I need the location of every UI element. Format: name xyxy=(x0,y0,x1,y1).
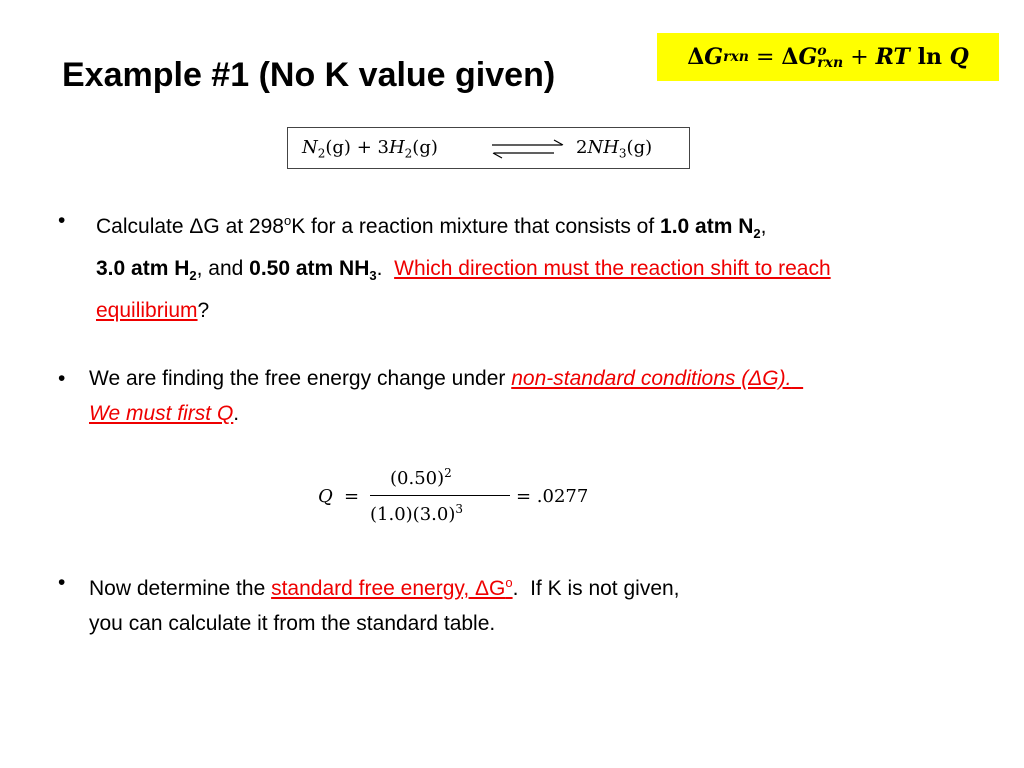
product-phase: (g) xyxy=(626,137,653,158)
bullet-standard-free-energy-text xyxy=(89,565,849,641)
bullet-calculate-text xyxy=(96,203,936,328)
reactant-n-sub: 2 xyxy=(317,146,326,161)
b1-direction-question: Which direction must the reaction shift to reach equilibrium xyxy=(96,257,831,323)
bullet-dot: • xyxy=(58,571,66,594)
b1-nh3-sub: 3 xyxy=(369,268,377,284)
product-nh: NH xyxy=(587,137,619,158)
formula-sup-o: o xyxy=(817,43,827,59)
q-result: = .0277 xyxy=(516,486,589,507)
b1-text-5: . xyxy=(376,257,395,281)
reaction-equation-box xyxy=(287,127,690,169)
bullet-dot: • xyxy=(58,209,66,232)
bullet-dot: • xyxy=(58,367,66,390)
q-denominator-exp: 3 xyxy=(455,502,463,516)
b3-text-1: Now determine the xyxy=(89,577,272,600)
reactant-h: H xyxy=(388,137,405,158)
b2-text-1: We are finding the free energy change under xyxy=(89,367,512,390)
b1-text-3: , xyxy=(760,215,767,238)
reactant-n: N xyxy=(302,137,318,158)
b1-n2-sub: 2 xyxy=(753,226,761,242)
b1-h2-pressure: 3.0 atm H xyxy=(96,257,190,281)
reactant-h-sub: 2 xyxy=(404,146,413,161)
b3-text-3: you can calculate it from the standard table. xyxy=(89,612,496,635)
b2-nonstandard-conditions: non-standard conditions (ΔG). We must first Q xyxy=(89,367,804,425)
reactant-n-phase: (g) xyxy=(325,137,351,158)
formula-sub-rxn-standard: rxn xyxy=(817,55,844,71)
b2-text-2: . xyxy=(233,402,240,425)
formula-g-standard: G xyxy=(798,44,818,70)
fraction-bar xyxy=(370,495,510,496)
formula-g: G xyxy=(704,44,724,70)
b3-text-2: . If K is not given, xyxy=(512,577,680,600)
b1-text-4: , and xyxy=(196,257,250,281)
q-denominator xyxy=(370,502,463,525)
formula-delta-standard: Δ xyxy=(781,44,799,70)
q-numerator xyxy=(390,466,452,489)
b3-red-text: standard free energy, ΔG xyxy=(271,577,506,600)
formula-equals: = xyxy=(755,44,775,70)
b1-text-1: Calculate ΔG at 298 xyxy=(96,215,284,238)
b3-red-sup: o xyxy=(505,575,513,590)
b1-h2-sub: 2 xyxy=(189,268,197,284)
formula-q: Q xyxy=(949,44,969,70)
b3-standard-free-energy xyxy=(271,577,513,600)
reaction-reactants xyxy=(302,137,438,161)
b1-n2-pressure: 1.0 atm N xyxy=(660,215,754,238)
product-coef: 2 xyxy=(576,137,588,158)
gibbs-formula-box xyxy=(657,33,999,81)
q-equals: = xyxy=(344,486,360,507)
b1-nh3-pressure: 0.50 atm NH xyxy=(249,257,370,281)
formula-rt: RT xyxy=(875,44,910,70)
b1-text-6: ? xyxy=(197,299,210,323)
formula-sub-rxn: rxn xyxy=(723,49,749,65)
reactant-plus: + 3 xyxy=(350,137,389,158)
q-denominator-value: (1.0)(3.0) xyxy=(370,504,456,525)
q-symbol: Q xyxy=(318,486,333,507)
q-numerator-value: (0.50) xyxy=(390,468,445,489)
reaction-products xyxy=(576,137,652,161)
b1-sup-o: o xyxy=(283,213,292,228)
b1-text-2: K for a reaction mixture that consists of xyxy=(291,215,661,238)
slide-title: Example #1 (No K value given) xyxy=(62,56,556,94)
reactant-h-phase: (g) xyxy=(412,137,438,158)
bullet-nonstandard-text xyxy=(89,361,809,431)
formula-ln: ln xyxy=(917,44,942,70)
product-nh-sub: 3 xyxy=(618,146,627,161)
formula-delta: Δ xyxy=(687,44,705,70)
q-numerator-exp: 2 xyxy=(444,466,452,480)
formula-plus: + xyxy=(850,44,869,70)
equilibrium-arrows-icon xyxy=(488,139,568,159)
